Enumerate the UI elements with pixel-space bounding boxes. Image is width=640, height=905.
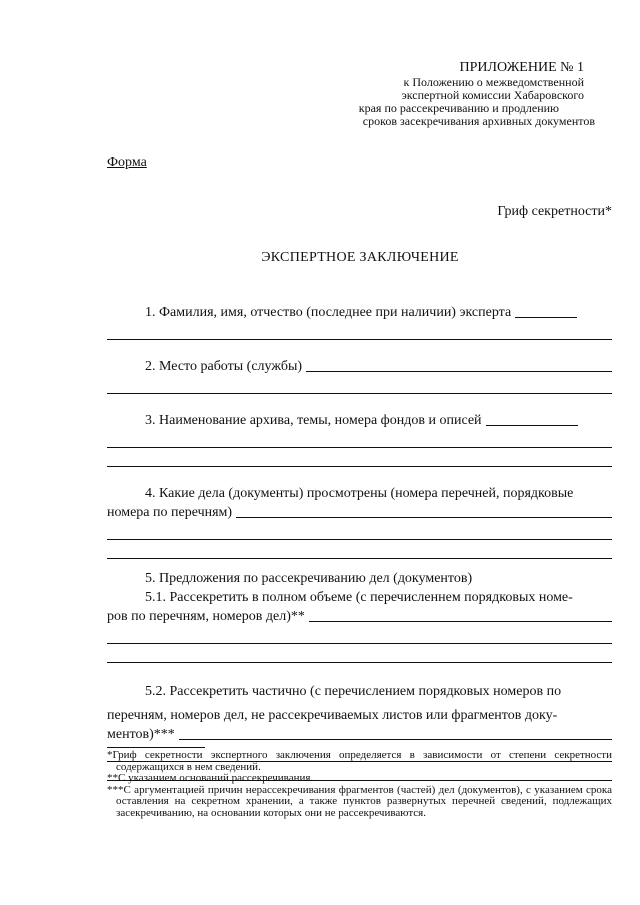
item-label: 3. Наименование архива, темы, номера фондов и описей <box>145 413 482 428</box>
item-label: 5.2. Рассекретить частично (с перечислением порядковых номеров по <box>145 684 562 699</box>
item-label: 1. Фамилия, имя, отчество (последнее при наличии) эксперта <box>145 305 512 320</box>
archive-field-line[interactable] <box>107 429 612 448</box>
appendix-line: края по рассекречиванию и продлению <box>358 101 559 115</box>
item-partial-declassification-cont <box>107 700 612 724</box>
full-declassification-field-line[interactable] <box>107 625 612 644</box>
footnote: **С указанием оснований рассекречивания. <box>107 772 314 784</box>
classification-label: Гриф секретности* <box>497 204 612 219</box>
item-cases-cont <box>107 502 612 521</box>
item-label: 4. Какие дела (документы) просмотрены (номера перечней, порядковые <box>145 486 574 501</box>
expert-name-field-line[interactable] <box>107 321 612 340</box>
item-label: 5.1. Рассекретить в полном объеме (с перечисленнем порядковых номе- <box>145 590 573 605</box>
appendix-line: экспертной комиссии Хабаровского <box>401 88 584 102</box>
appendix-line: сроков засекречивания архивных документов <box>362 114 595 128</box>
cases-field-line[interactable] <box>107 521 612 540</box>
item-label: номера по перечням) <box>107 505 233 520</box>
footnote: ***С аргументацией причин нерассекречивания фрагментов (частей) дел (документов), с указанием срока оставления на секретном хранении, а также пунктов развернутых перечней сведений, подлежащих засекречиванию, на основании которых они не рассекречиваются. <box>107 783 612 819</box>
item-partial-declassification <box>107 681 612 700</box>
partial-declassification-field[interactable] <box>179 726 612 740</box>
form-body <box>107 302 612 781</box>
appendix-title: ПРИЛОЖЕНИЕ № 1 <box>459 60 584 75</box>
appendix-line: к Положению о межведомственной <box>403 75 584 89</box>
cases-field[interactable] <box>236 504 612 518</box>
full-declassification-field-line[interactable] <box>107 644 612 663</box>
footnote-divider <box>107 747 205 748</box>
appendix-header <box>330 60 612 128</box>
item-label: 5. Предложения по рассекречиванию дел (документов) <box>145 571 473 586</box>
item-label: перечням, номеров дел, не рассекречиваемых листов или фрагментов доку- <box>107 708 558 723</box>
item-partial-declassification-cont <box>107 724 612 743</box>
cases-field-line[interactable] <box>107 540 612 559</box>
item-label: ментов)*** <box>107 727 175 742</box>
item-archive <box>107 410 612 429</box>
footnote: *Гриф секретности экспертного заключения определяется в зависимости от степени секретности содержащихся в нем сведений. <box>107 749 612 773</box>
document-title: ЭКСПЕРТНОЕ ЗАКЛЮЧЕНИЕ <box>261 250 459 265</box>
item-workplace <box>107 356 612 375</box>
item-cases <box>107 483 612 502</box>
item-label: ров по перечням, номеров дел)** <box>107 609 305 624</box>
workplace-field[interactable] <box>306 358 612 372</box>
item-proposals <box>107 568 612 587</box>
expert-name-field[interactable] <box>515 304 577 318</box>
item-full-declassification <box>107 587 612 606</box>
workplace-field-line[interactable] <box>107 375 612 394</box>
archive-field[interactable] <box>486 412 578 426</box>
full-declassification-field[interactable] <box>309 608 612 622</box>
archive-field-line[interactable] <box>107 448 612 467</box>
footnotes <box>107 750 612 819</box>
item-label: 2. Место работы (службы) <box>145 359 303 374</box>
item-expert-name <box>107 302 612 321</box>
item-full-declassification-cont <box>107 606 612 625</box>
form-label: Форма <box>107 155 147 170</box>
